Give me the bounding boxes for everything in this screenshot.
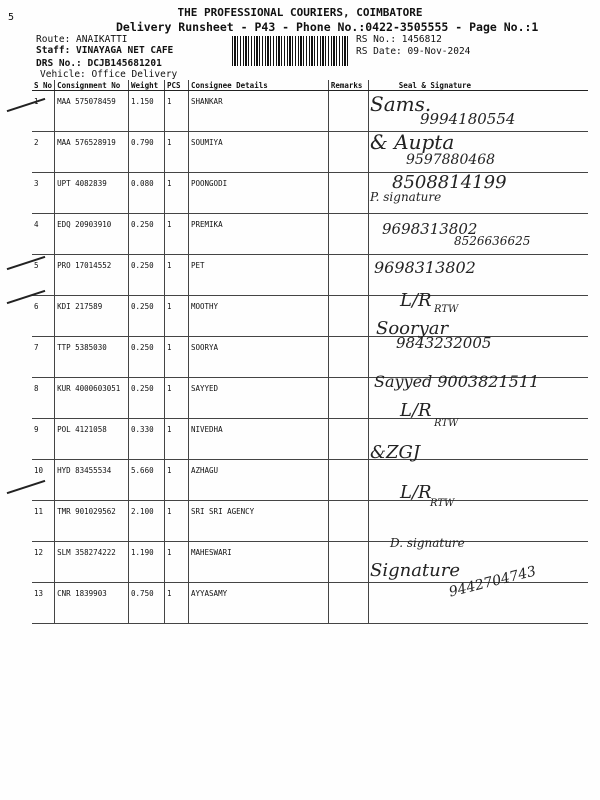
column-header: Remarks bbox=[328, 80, 368, 91]
weight-cell: 0.250 bbox=[129, 255, 165, 296]
handwritten-signature: Signature bbox=[370, 560, 461, 581]
handwritten-note: L/R bbox=[400, 290, 432, 311]
weight-cell: 1.190 bbox=[129, 542, 165, 583]
consignee-cell: MAHESWARI bbox=[188, 542, 328, 583]
weight-cell: 0.250 bbox=[129, 337, 165, 378]
staff-label: Staff: VINAYAGA NET CAFE bbox=[36, 45, 174, 56]
handwritten-phone: 9698313802 bbox=[382, 220, 478, 238]
weight-cell: 0.750 bbox=[129, 583, 165, 624]
handwritten-signature: & Aupta bbox=[370, 130, 455, 154]
weight-cell: 0.330 bbox=[129, 419, 165, 460]
consignee-cell: AYYASAMY bbox=[188, 583, 328, 624]
consignee-cell: PET bbox=[188, 255, 328, 296]
sno-cell: 5 bbox=[32, 255, 55, 296]
runsheet-subtitle: Delivery Runsheet - P43 - Phone No.:0422-3505555 - Page No.:1 bbox=[116, 20, 539, 34]
consignee-cell: MOOTHY bbox=[188, 296, 328, 337]
weight-cell: 0.250 bbox=[129, 296, 165, 337]
weight-cell: 0.790 bbox=[129, 132, 165, 173]
sno-cell: 9 bbox=[32, 419, 55, 460]
sno-cell: 4 bbox=[32, 214, 55, 255]
sno-cell bbox=[32, 91, 55, 132]
drs-label: DRS No.: DCJB145681201 bbox=[36, 58, 162, 69]
consignee-cell: SOUMIYA bbox=[188, 132, 328, 173]
consignee-cell: AZHAGU bbox=[188, 460, 328, 501]
consignment-cell: KDI 217589 bbox=[55, 296, 129, 337]
consignee-cell: PREMIKA bbox=[188, 214, 328, 255]
pcs-cell: 1 bbox=[165, 460, 189, 501]
pcs-cell: 1 bbox=[165, 255, 189, 296]
consignment-cell: KUR 4000603051 bbox=[55, 378, 129, 419]
handwritten-note: RTW bbox=[434, 304, 459, 315]
pcs-cell: 1 bbox=[165, 583, 189, 624]
column-header: Seal & Signature bbox=[368, 80, 588, 91]
consignment-cell: EDQ 20903910 bbox=[55, 214, 129, 255]
weight-cell: 5.660 bbox=[129, 460, 165, 501]
handwritten-phone: Sayyed 9003821511 bbox=[374, 372, 540, 391]
consignee-cell: SRI SRI AGENCY bbox=[188, 501, 328, 542]
weight-cell: 0.250 bbox=[129, 214, 165, 255]
weight-cell: 2.100 bbox=[129, 501, 165, 542]
consignee-cell: NIVEDHA bbox=[188, 419, 328, 460]
handwritten-note: L/R bbox=[400, 400, 432, 421]
sno-cell: 6 bbox=[32, 296, 55, 337]
pcs-cell: 1 bbox=[165, 214, 189, 255]
consignment-cell: HYD 83455534 bbox=[55, 460, 129, 501]
handwritten-signature: Sams. bbox=[370, 92, 432, 116]
sno-cell: 3 bbox=[32, 173, 55, 214]
column-header: PCS bbox=[165, 80, 189, 91]
consignment-cell: MAA 576528919 bbox=[55, 132, 129, 173]
company-title: THE PROFESSIONAL COURIERS, COIMBATORE bbox=[177, 6, 423, 19]
consignment-cell: POL 4121058 bbox=[55, 419, 129, 460]
pcs-cell: 1 bbox=[165, 91, 189, 132]
handwritten-signature: P. signature bbox=[370, 190, 442, 204]
handwritten-note: L/R bbox=[400, 482, 432, 503]
handwritten-phone: 8526636625 bbox=[454, 234, 531, 248]
handwritten-phone: 9843232005 bbox=[396, 334, 492, 352]
consignment-cell: MAA 575078459 bbox=[55, 91, 129, 132]
pcs-cell: 1 bbox=[165, 501, 189, 542]
corner-mark: 5 bbox=[8, 12, 15, 23]
column-header: S No bbox=[32, 80, 55, 91]
rs-date: RS Date: 09-Nov-2024 bbox=[356, 46, 471, 57]
pcs-cell: 1 bbox=[165, 173, 189, 214]
route-label: Route: ANAIKATTI bbox=[36, 34, 128, 45]
handwritten-signature: Sooryar bbox=[376, 318, 449, 339]
pcs-cell: 1 bbox=[165, 542, 189, 583]
handwritten-phone: 9442704743 bbox=[447, 563, 538, 601]
column-header: Weight bbox=[129, 80, 165, 91]
weight-cell: 0.080 bbox=[129, 173, 165, 214]
weight-cell: 1.150 bbox=[129, 91, 165, 132]
consignment-cell: SLM 358274222 bbox=[55, 542, 129, 583]
handwritten-phone: 9698313802 bbox=[374, 258, 476, 277]
vehicle-label: Vehicle: Office Delivery bbox=[40, 69, 178, 80]
table-header-row bbox=[32, 80, 588, 91]
rs-number: RS No.: 1456812 bbox=[356, 34, 442, 45]
sno-cell: 13 bbox=[32, 583, 55, 624]
consignment-cell: CNR 1839903 bbox=[55, 583, 129, 624]
consignee-cell: POONGODI bbox=[188, 173, 328, 214]
handwritten-note: RTW bbox=[434, 418, 459, 429]
sno-cell: 10 bbox=[32, 460, 55, 501]
sno-cell: 11 bbox=[32, 501, 55, 542]
sno-cell: 12 bbox=[32, 542, 55, 583]
column-header: Consignee Details bbox=[188, 80, 328, 91]
pcs-cell: 1 bbox=[165, 378, 189, 419]
pcs-cell: 1 bbox=[165, 132, 189, 173]
consignee-cell: SHANKAR bbox=[188, 91, 328, 132]
handwritten-signature: D. signature bbox=[390, 536, 465, 550]
pcs-cell: 1 bbox=[165, 296, 189, 337]
barcode bbox=[232, 36, 348, 66]
weight-cell: 0.250 bbox=[129, 378, 165, 419]
handwritten-phone: 9994180554 bbox=[420, 110, 516, 128]
sno-cell: 2 bbox=[32, 132, 55, 173]
column-header: Consignment No bbox=[55, 80, 129, 91]
handwritten-note: RTW bbox=[430, 498, 455, 509]
handwritten-phone: 8508814199 bbox=[392, 172, 507, 193]
consignment-cell: TTP 5385030 bbox=[55, 337, 129, 378]
handwritten-signature: &ZGJ bbox=[370, 442, 421, 463]
pcs-cell: 1 bbox=[165, 419, 189, 460]
consignment-cell: UPT 4082839 bbox=[55, 173, 129, 214]
consignment-cell: PRO 17014552 bbox=[55, 255, 129, 296]
signatures-area bbox=[330, 90, 588, 610]
sno-cell: 8 bbox=[32, 378, 55, 419]
consignment-cell: TMR 901029562 bbox=[55, 501, 129, 542]
sno-cell: 7 bbox=[32, 337, 55, 378]
consignee-cell: SOORYA bbox=[188, 337, 328, 378]
handwritten-phone: 9597880468 bbox=[406, 152, 496, 168]
pcs-cell: 1 bbox=[165, 337, 189, 378]
consignee-cell: SAYYED bbox=[188, 378, 328, 419]
